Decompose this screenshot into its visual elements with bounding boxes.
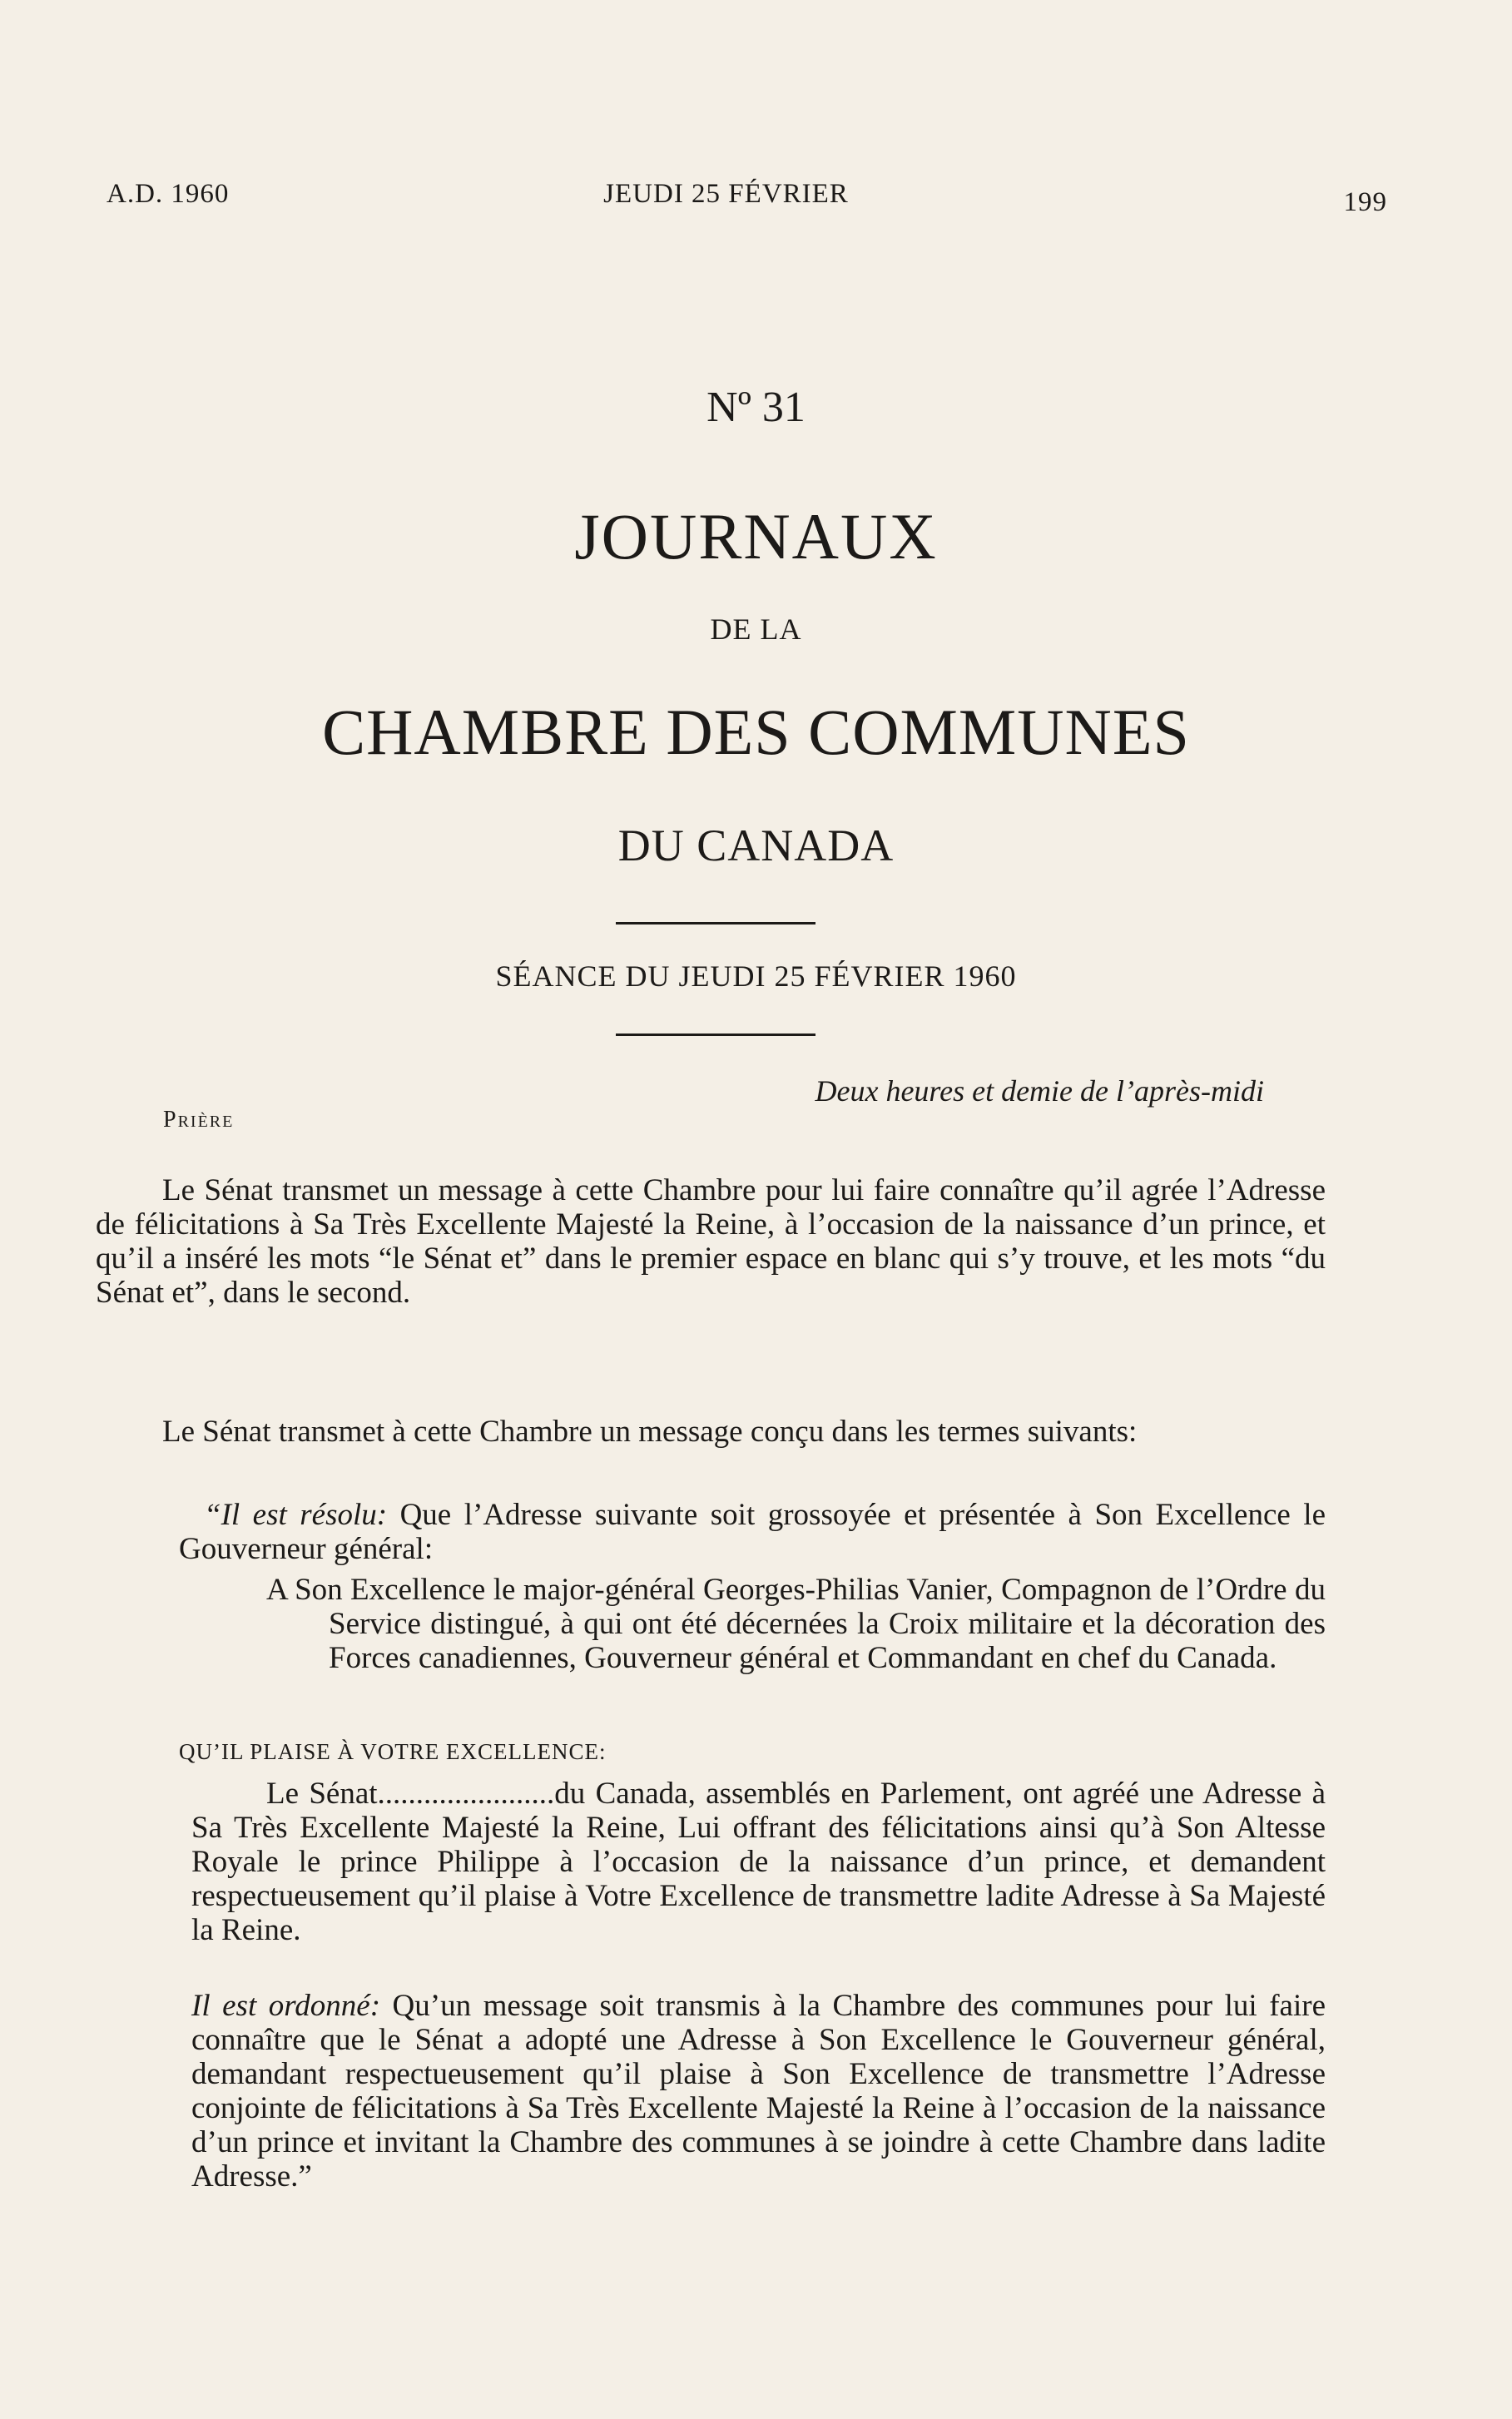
- title-chambre: CHAMBRE DES COMMUNES: [322, 696, 1190, 768]
- paragraph-senat-address: Le Sénat.......................du Canada, assemblés en Parlement, ont agréé une Adresse à Sa Très Excellente Majesté la Reine, Lui offrant des félicitations ainsi qu’à Son Altesse Royale le prince Philippe à l’occasion de la naissance d’un prince, et demandent respectueusement qu’il plaise à Votre Excellence de transmettre ladite Adresse à Sa Majesté la Reine.: [191, 1777, 1326, 1947]
- title-de-la: DE LA: [710, 612, 802, 646]
- header-date: JEUDI 25 FÉVRIER: [603, 179, 849, 209]
- page-number: 199: [1343, 187, 1387, 217]
- sitting-time: Deux heures et demie de l’après-midi: [815, 1074, 1264, 1108]
- journal-title: JOURNAUX: [574, 500, 938, 573]
- journal-number: Nº 31: [706, 384, 806, 431]
- page-header: [107, 179, 1387, 229]
- resolution-label: “Il est résolu:: [204, 1498, 388, 1532]
- title-canada: DU CANADA: [617, 820, 895, 870]
- paragraph-senat-transmet: Le Sénat transmet à cette Chambre un message conçu dans les termes suivants:: [162, 1415, 1138, 1449]
- header-year: A.D. 1960: [107, 179, 230, 209]
- paragraph-address-recipient: A Son Excellence le major-général Georges-Philias Vanier, Compagnon de l’Ordre du Service distingué, à qui ont été décernées la Croix militaire et la décoration des Forces canadiennes, Gouverneur général et Commandant en chef du Canada.: [266, 1573, 1326, 1675]
- divider-bottom: [616, 1034, 815, 1036]
- paragraph-resolution: [179, 1498, 1326, 1566]
- paragraph-senat-message: Le Sénat transmet un message à cette Chambre pour lui faire connaître qu’il agrée l’Adresse de félicitations à Sa Très Excellente Majesté la Reine, à l’occasion de la naissance d’un prince, et qu’il a inséré les mots “le Sénat et” dans le premier espace en blanc qui s’y trouve, et les mots “du Sénat et”, dans le second.: [96, 1173, 1326, 1310]
- order-label: Il est ordonné:: [191, 1989, 381, 2023]
- priere-label: Prière: [163, 1107, 235, 1133]
- resolution-text: Que l’Adresse suivante soit grossoyée et présentée à Son Excellence le Gouverneur général:: [179, 1498, 1326, 1566]
- seance-heading: SÉANCE DU JEUDI 25 FÉVRIER 1960: [495, 959, 1017, 993]
- order-text: Qu’un message soit transmis à la Chambre des communes pour lui faire connaître que le Sénat a adopté une Adresse à Son Excellence le Gouverneur général, demandant respectueusement qu’il plaise à Son Excellence de transmettre l’Adresse conjointe de félicitations à Sa Très Excellente Majesté la Reine à l’occasion de la naissance d’un prince et invitant la Chambre des communes à se joindre à cette Chambre dans ladite Adresse.”: [191, 1989, 1326, 2193]
- divider-top: [616, 922, 815, 924]
- paragraph-order: [191, 1989, 1326, 2193]
- section-heading: QU’IL PLAISE À VOTRE EXCELLENCE:: [179, 1739, 607, 1764]
